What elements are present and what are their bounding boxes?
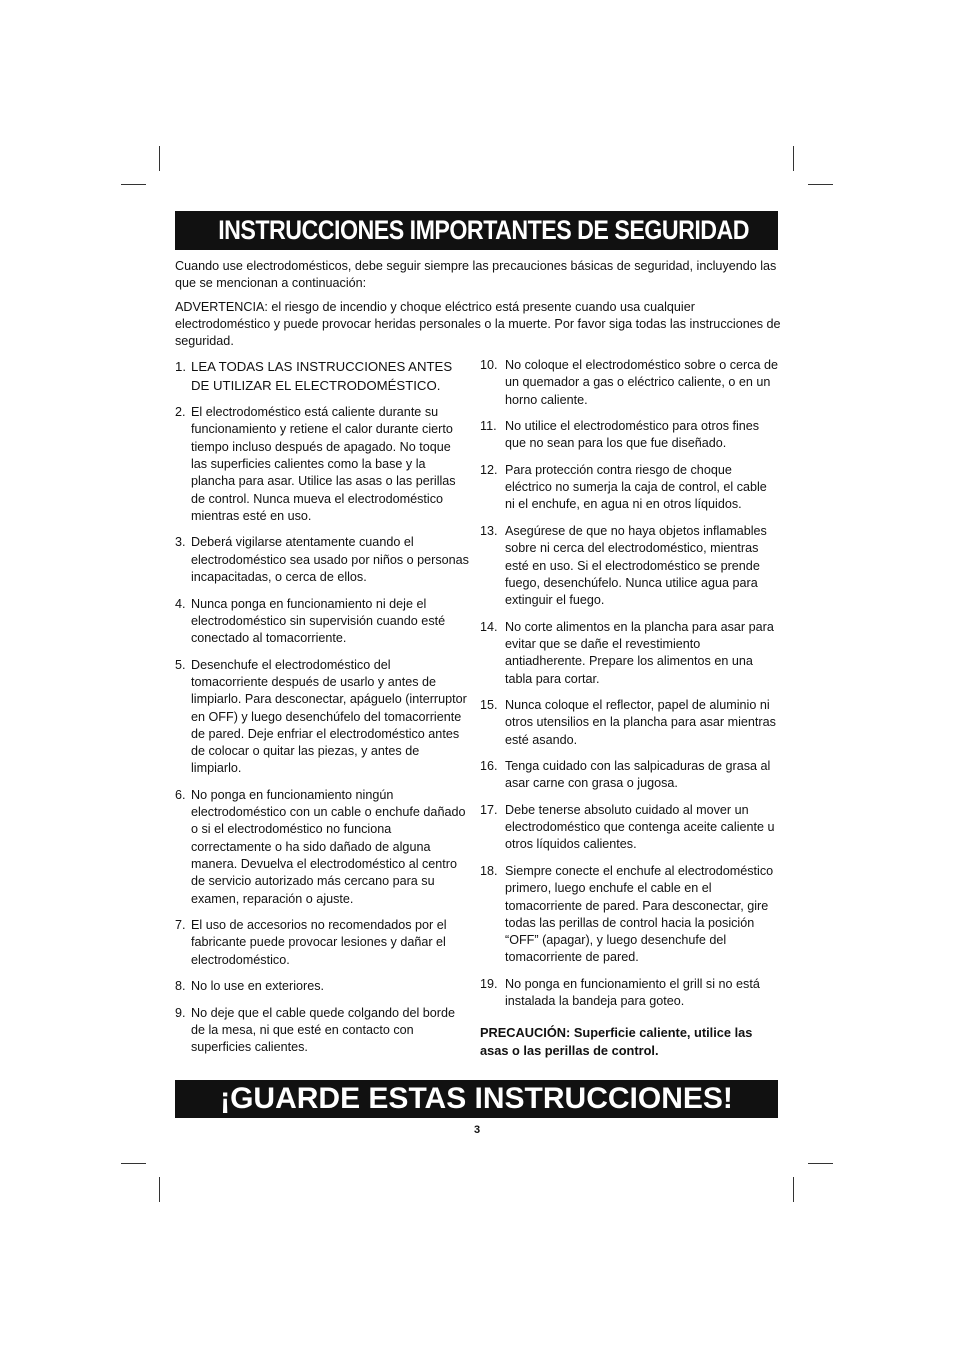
intro-paragraph (175, 258, 785, 292)
intro-text: Cuando use electrodomésticos, debe seguir siempre las precauciones básicas de seguridad, incluyendo las que se mencionan a continuación: (175, 259, 777, 290)
list-item (480, 523, 780, 609)
item-text: Nunca ponga en funcionamiento ni deje el electrodoméstico sin supervisión cuando esté conectado al tomacorriente. (191, 596, 446, 646)
item-text: Desenchufe el electrodoméstico del tomacorriente después de usarlo y antes de limpiarlo. Para desconectar, apáguelo (interruptor en OFF) y luego desenchúfelo del tomacorriente de pared. Deje enfriar el electrodoméstico antes de colocar o quitar las piezas, y antes de limpiarlo. (191, 657, 467, 776)
crop-mark (808, 184, 833, 185)
warning-text: ADVERTENCIA: el riesgo de incendio y choque eléctrico está presente cuando usa cualquier electrodoméstico y puede provocar heridas personales o la muerte. Por favor siga todas las instrucciones de seguridad. (175, 300, 781, 348)
page-number: 3 (473, 1124, 481, 1136)
item-text: Tenga cuidado con las salpicaduras de grasa al asar carne con grasa o jugosa. (505, 759, 771, 791)
item-number: 8. (175, 979, 186, 994)
item-text: No ponga en funcionamiento ningún electrodoméstico con un cable o enchufe dañado o si el electrodoméstico no funciona correctamente o ha sido dañado de alguna manera. Devuelva el electrodoméstico al centro de servicio autorizado más cercano para su examen, reparación o ajuste. (191, 787, 466, 906)
list-item (480, 357, 780, 409)
footer-banner: ¡GUARDE ESTAS INSTRUCCIONES! (175, 1080, 778, 1118)
item-number: 4. (175, 596, 186, 611)
list-item (480, 758, 780, 793)
item-text: No ponga en funcionamiento el grill si no está instalada la bandeja para goteo. (505, 976, 760, 1009)
list-item (175, 978, 470, 995)
item-text: El electrodoméstico está caliente durante su funcionamiento y retiene el calor durante cierto tiempo incluso después de apagado. No toque las superficies calientes como la base y la plancha para asar. Utilice las asas o las perillas de control. Nunca mueva el electrodoméstico mientras esté en uso. (191, 405, 456, 523)
list-item (480, 462, 780, 514)
crop-mark (808, 1163, 833, 1164)
item-number: 19. (480, 976, 498, 991)
list-item (175, 596, 470, 648)
crop-mark (159, 1177, 160, 1202)
list-item (175, 404, 470, 525)
item-text: No lo use en exteriores. (191, 979, 325, 994)
instructions-left-column (175, 357, 470, 1066)
list-item (480, 418, 780, 453)
item-number: 1. (175, 359, 186, 374)
item-number: 5. (175, 657, 186, 672)
crop-mark (159, 146, 160, 171)
item-text: Asegúrese de que no haya objetos inflamables sobre ni cerca del electrodoméstico, mientras esté en uso. Si el electrodoméstico se prende fuego, desenchúfelo. Nunca utilice agua para extinguir el fuego. (505, 523, 767, 608)
list-item (480, 619, 780, 688)
item-text: No utilice el electrodoméstico para otros fines que no sean para los que fue diseñado. (505, 419, 760, 451)
list-item (175, 534, 470, 586)
item-number: 11. (480, 419, 497, 434)
item-number: 7. (175, 918, 186, 933)
item-number: 13. (480, 523, 498, 538)
item-text: El uso de accesorios no recomendados por el fabricante puede provocar lesiones y dañar el electrodoméstico. (191, 918, 447, 967)
item-text: No deje que el cable quede colgando del borde de la mesa, ni que esté en contacto con superficies calientes. (191, 1005, 455, 1055)
list-item (480, 697, 780, 749)
item-number: 17. (480, 802, 498, 817)
caution-note: PRECAUCIÓN: Superficie caliente, utilice las asas o las perillas de control. (480, 1025, 753, 1059)
warning-paragraph (175, 299, 785, 350)
list-item (175, 917, 470, 969)
list-item (480, 802, 780, 854)
item-number: 3. (175, 535, 186, 550)
item-text: No coloque el electrodoméstico sobre o cerca de un quemador a gas o eléctrico caliente, o en un horno caliente. (505, 358, 779, 407)
item-number: 12. (480, 462, 498, 477)
list-item (175, 787, 470, 908)
item-text: Para protección contra riesgo de choque eléctrico no sumerja la caja de control, el cable ni el enchufe, en agua ni en otros líquidos. (505, 462, 767, 512)
item-text: LEA TODAS LAS INSTRUCCIONES ANTES DE UTILIZAR EL ELECTRODOMÉSTICO. (191, 359, 453, 393)
item-number: 14. (480, 619, 498, 634)
item-number: 10. (480, 358, 498, 372)
crop-mark (121, 1163, 146, 1164)
item-text: Debe tenerse absoluto cuidado al mover un electrodoméstico que contenga aceite caliente u otros líquidos calientes. (505, 802, 775, 852)
crop-mark (121, 184, 146, 185)
list-item (175, 1005, 470, 1057)
crop-mark (793, 146, 794, 171)
item-number: 18. (480, 863, 498, 878)
item-number: 2. (175, 405, 186, 420)
item-number: 6. (175, 787, 186, 802)
list-item (175, 357, 470, 395)
page-title-banner (175, 211, 778, 250)
item-number: 15. (480, 697, 498, 712)
item-number: 16. (480, 759, 498, 774)
crop-mark (793, 1177, 794, 1202)
list-item (175, 657, 470, 778)
item-number: 9. (175, 1005, 186, 1020)
list-item (480, 976, 780, 1011)
item-text: Nunca coloque el reflector, papel de aluminio ni otros utensilios en la plancha para asar mientras esté asando. (505, 697, 776, 747)
item-text: Siempre conecte el enchufe al electrodoméstico primero, luego enchufe el cable en el tomacorriente de pared. Para desconectar, gire todas las perillas de control hacia la posición “OFF” (apagar), y luego desenchufe del tomacorriente de pared. (505, 863, 774, 965)
item-text: No corte alimentos en la plancha para asar para evitar que se dañe el revestimiento antiadherente. Prepare los alimentos en una tabla para cortar. (505, 619, 774, 686)
instructions-right-column (480, 357, 780, 1060)
item-text: Deberá vigilarse atentamente cuando el electrodoméstico sea usado por niños o personas incapacitadas, o cerca de ellos. (191, 535, 469, 585)
page-title: INSTRUCCIONES IMPORTANTES DE SEGURIDAD (218, 215, 750, 245)
list-item (480, 863, 780, 967)
